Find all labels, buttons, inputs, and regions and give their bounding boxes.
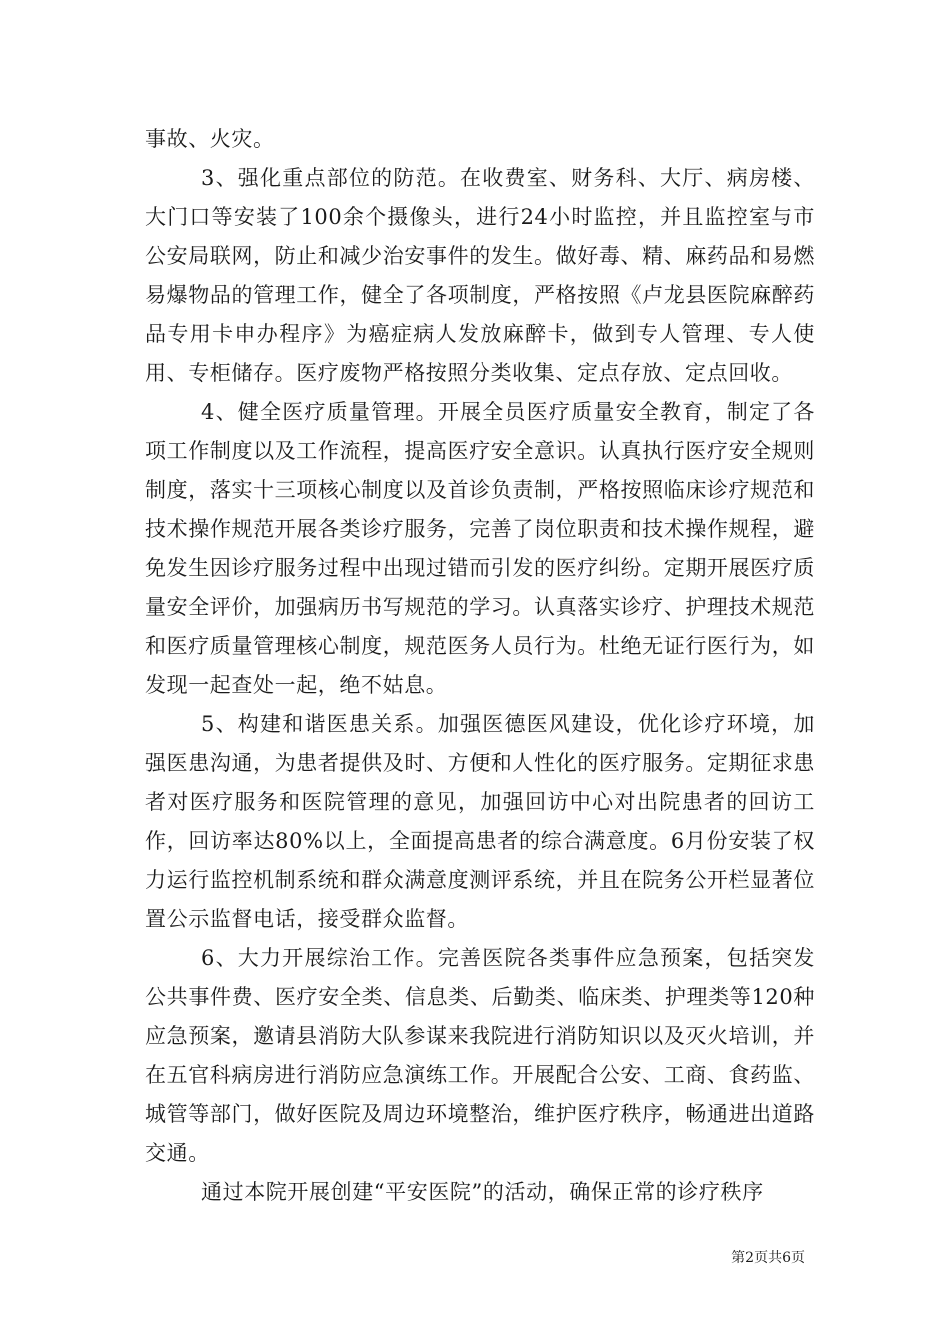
paragraph-item-5: 5、构建和谐医患关系。加强医德医风建设，优化诊疗环境，加强医患沟通，为患者提供及时、方便和人性化的医疗服务。定期征求患者对医疗服务和医院管理的意见，加强回访中心对出院患者的回访工作，回访率达80%以上，全面提高患者的综合满意度。6月份安装了权力运行监控机制系统和群众满意度测评系统，并且在院务公开栏显著位置公示监督电话，接受群众监督。 — [145, 712, 815, 931]
paragraph-item-6: 6、大力开展综治工作。完善医院各类事件应急预案，包括突发公共事件费、医疗安全类、信息类、后勤类、临床类、护理类等120种应急预案，邀请县消防大队参谋来我院进行消防知识以及灭火培训，并在五官科病房进行消防应急演练工作。开展配合公安、工商、食药监、城管等部门，做好医院及周边环境整治，维护医疗秩序，畅通进出道路交通。 — [145, 946, 815, 1165]
document-body — [145, 120, 815, 1212]
paragraph-item-4: 4、健全医疗质量管理。开展全员医疗质量安全教育，制定了各项工作制度以及工作流程，提高医疗安全意识。认真执行医疗安全规则制度，落实十三项核心制度以及首诊负责制，严格按照临床诊疗规范和技术操作规范开展各类诊疗服务，完善了岗位职责和技术操作规程，避免发生因诊疗服务过程中出现过错而引发的医疗纠纷。定期开展医疗质量安全评价，加强病历书写规范的学习。认真落实诊疗、护理技术规范和医疗质量管理核心制度，规范医务人员行为。杜绝无证行医行为，如发现一起查处一起，绝不姑息。 — [145, 400, 815, 697]
paragraph-continuation: 事故、火灾。 — [145, 127, 275, 151]
page-number-footer: 第2页共6页 — [731, 1250, 805, 1266]
paragraph-item-3: 3、强化重点部位的防范。在收费室、财务科、大厅、病房楼、大门口等安装了100余个摄像头，进行24小时监控，并且监控室与市公安局联网，防止和减少治安事件的发生。做好毒、精、麻药品和易燃易爆物品的管理工作，健全了各项制度，严格按照《卢龙县医院麻醉药品专用卡申办程序》为癌症病人发放麻醉卡，做到专人管理、专人使用、专柜储存。医疗废物严格按照分类收集、定点存放、定点回收。 — [145, 166, 815, 385]
paragraph-conclusion: 通过本院开展创建“平安医院”的活动，确保正常的诊疗秩序 — [201, 1180, 764, 1204]
